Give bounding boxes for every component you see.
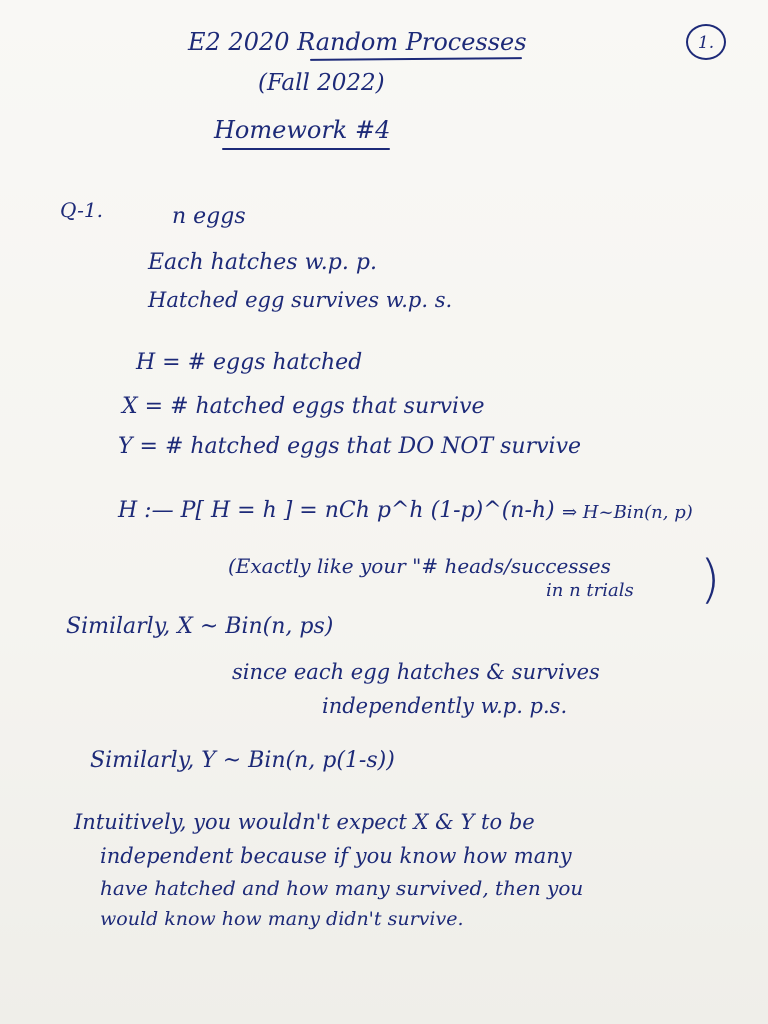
intuition-line-4: would know how many didn't survive.: [100, 908, 464, 930]
definition-x: X = # hatched eggs that survive: [122, 394, 485, 419]
x-reason-line-1: since each egg hatches & survives: [232, 660, 600, 684]
setup-line-2: Each hatches w.p. p.: [148, 250, 377, 275]
definition-y: Y = # hatched eggs that DO NOT survive: [118, 434, 582, 459]
page-number: 1.: [697, 33, 715, 53]
page-number-circle: [686, 24, 726, 60]
setup-line-3: Hatched egg survives w.p. s.: [148, 288, 453, 312]
x-reason-line-2: independently w.p. p.s.: [322, 694, 568, 718]
course-title: E2 2020 Random Processes: [188, 28, 527, 56]
intuition-line-3: have hatched and how many survived, then you: [100, 876, 584, 900]
definition-h: H = # eggs hatched: [136, 350, 363, 375]
x-distribution: Similarly, X ~ Bin(n, ps): [66, 614, 334, 639]
intuition-line-2: independent because if you know how many: [100, 844, 572, 868]
h-distribution: H :— P[ H = h ] = nCh p^h (1-p)^(n-h): [118, 498, 555, 523]
h-analogy-note-2: in n trials: [546, 580, 634, 601]
setup-line-1: n eggs: [172, 204, 246, 229]
term-label: (Fall 2022): [258, 70, 385, 96]
h-binomial-result: ⇒ H~Bin(n, p): [562, 502, 693, 523]
y-distribution: Similarly, Y ~ Bin(n, p(1-s)): [90, 748, 395, 773]
intuition-line-1: Intuitively, you wouldn't expect X & Y to be: [74, 810, 535, 834]
h-analogy-note: (Exactly like your "# heads/successes: [228, 554, 611, 578]
question-label: Q-1.: [60, 198, 103, 222]
closing-paren: ): [700, 550, 721, 610]
homework-title: Homework #4: [214, 116, 391, 144]
course-title-underline: [310, 57, 522, 61]
homework-title-underline: [222, 148, 390, 150]
